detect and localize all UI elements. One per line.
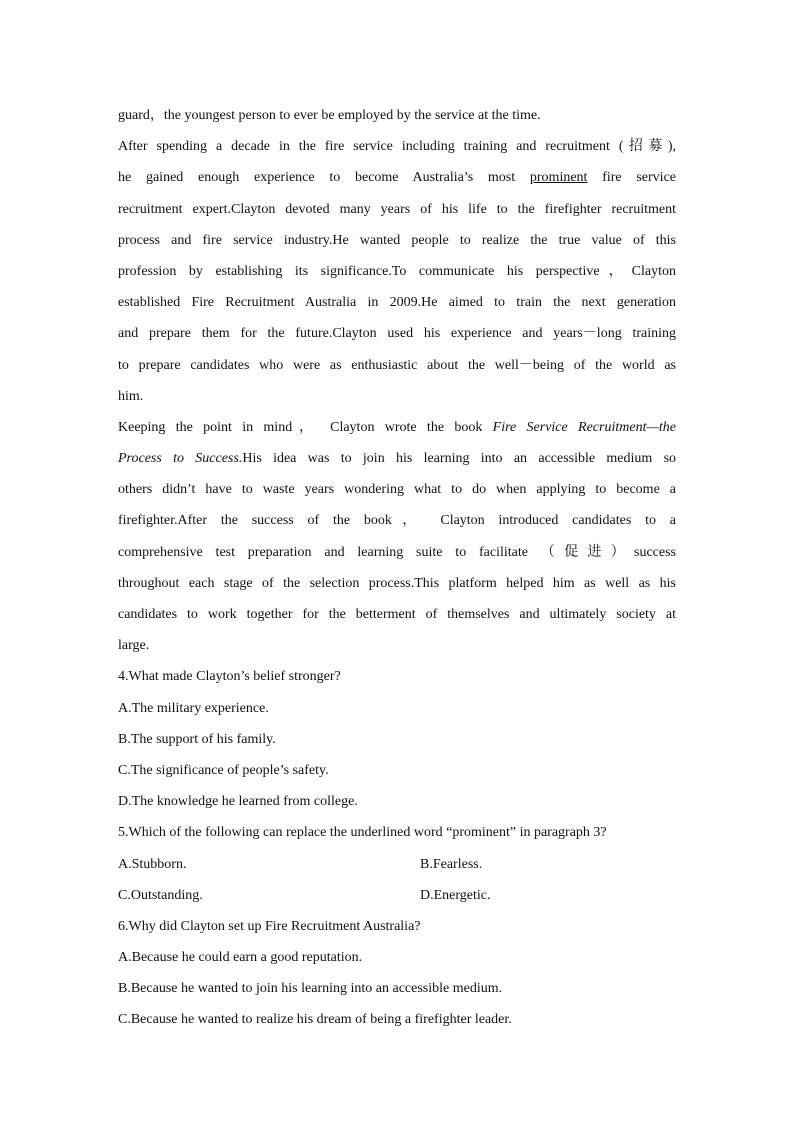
passage-line: comprehensive test preparation and learning suite to facilitate （促进）success xyxy=(118,544,676,560)
option-a: A.The military experience. xyxy=(118,700,269,716)
passage-line: guard，the youngest person to ever be employed by the service at the time. xyxy=(118,108,541,123)
option-b: B.Fearless. xyxy=(420,856,483,872)
passage-line: large. xyxy=(118,638,150,654)
passage-line: others didn’t have to waste years wondering what to do when applying to become a xyxy=(118,482,676,498)
passage-line xyxy=(118,162,676,193)
passage-line xyxy=(118,412,676,443)
option-row xyxy=(118,880,676,911)
option-d: D.Energetic. xyxy=(420,887,491,903)
passage-line: him. xyxy=(118,388,144,404)
passage-text: he gained enough experience to become Australia’s most xyxy=(118,170,516,186)
passage-line: process and fire service industry.He wanted people to realize the true value of this xyxy=(118,232,676,248)
question-stem: 4.What made Clayton’s belief stronger? xyxy=(118,669,341,685)
option-b: B.Because he wanted to join his learning into an accessible medium. xyxy=(118,981,503,997)
passage-line: established Fire Recruitment Australia in 2009.He aimed to train the next generation xyxy=(118,295,676,311)
question-4 xyxy=(118,661,676,817)
passage-line: to prepare candidates who were as enthusiastic about the well－being of the world as xyxy=(118,357,676,373)
option-a: A.Because he could earn a good reputation. xyxy=(118,950,363,966)
passage-line: recruitment expert.Clayton devoted many years of his life to the firefighter recruitment xyxy=(118,201,676,217)
question-stem: 5.Which of the following can replace the underlined word “prominent” in paragraph 3? xyxy=(118,825,607,841)
option-c: C.The significance of people’s safety. xyxy=(118,762,329,778)
option-a: A.Stubborn. xyxy=(118,856,187,872)
passage-line: throughout each stage of the selection process.This platform helped him as well as his xyxy=(118,575,676,591)
passage-line: and prepare them for the future.Clayton used his experience and years－long training xyxy=(118,326,676,342)
passage-line: After spending a decade in the fire service including training and recruitment (招募), xyxy=(118,139,676,155)
passage-line xyxy=(118,443,676,474)
passage-line: firefighter.After the success of the book， Clayton introduced candidates to a xyxy=(118,513,676,529)
question-6 xyxy=(118,911,676,1036)
passage-line: profession by establishing its significance.To communicate his perspective，Clayton xyxy=(118,263,676,279)
option-d: D.The knowledge he learned from college. xyxy=(118,794,358,810)
paragraph-4 xyxy=(118,412,676,662)
book-title: Process to Success. xyxy=(118,451,243,467)
passage-line: candidates to work together for the betterment of themselves and ultimately society at xyxy=(118,607,676,622)
option-b: B.The support of his family. xyxy=(118,731,276,747)
option-c: C.Because he wanted to realize his dream of being a firefighter leader. xyxy=(118,1012,512,1028)
option-row xyxy=(118,849,676,880)
underlined-word-prominent: prominent xyxy=(529,170,588,186)
question-stem: 6.Why did Clayton set up Fire Recruitment Australia? xyxy=(118,918,421,934)
book-title: Fire Service Recruitment—the xyxy=(492,419,677,435)
question-5 xyxy=(118,817,676,911)
option-c: C.Outstanding. xyxy=(118,887,203,903)
paragraph-3 xyxy=(118,131,676,412)
passage-text: Keeping the point in mind， Clayton wrote the book xyxy=(118,419,483,435)
passage-text: His idea was to join his learning into an accessible medium so xyxy=(242,451,677,467)
passage-text: fire service xyxy=(602,170,677,186)
